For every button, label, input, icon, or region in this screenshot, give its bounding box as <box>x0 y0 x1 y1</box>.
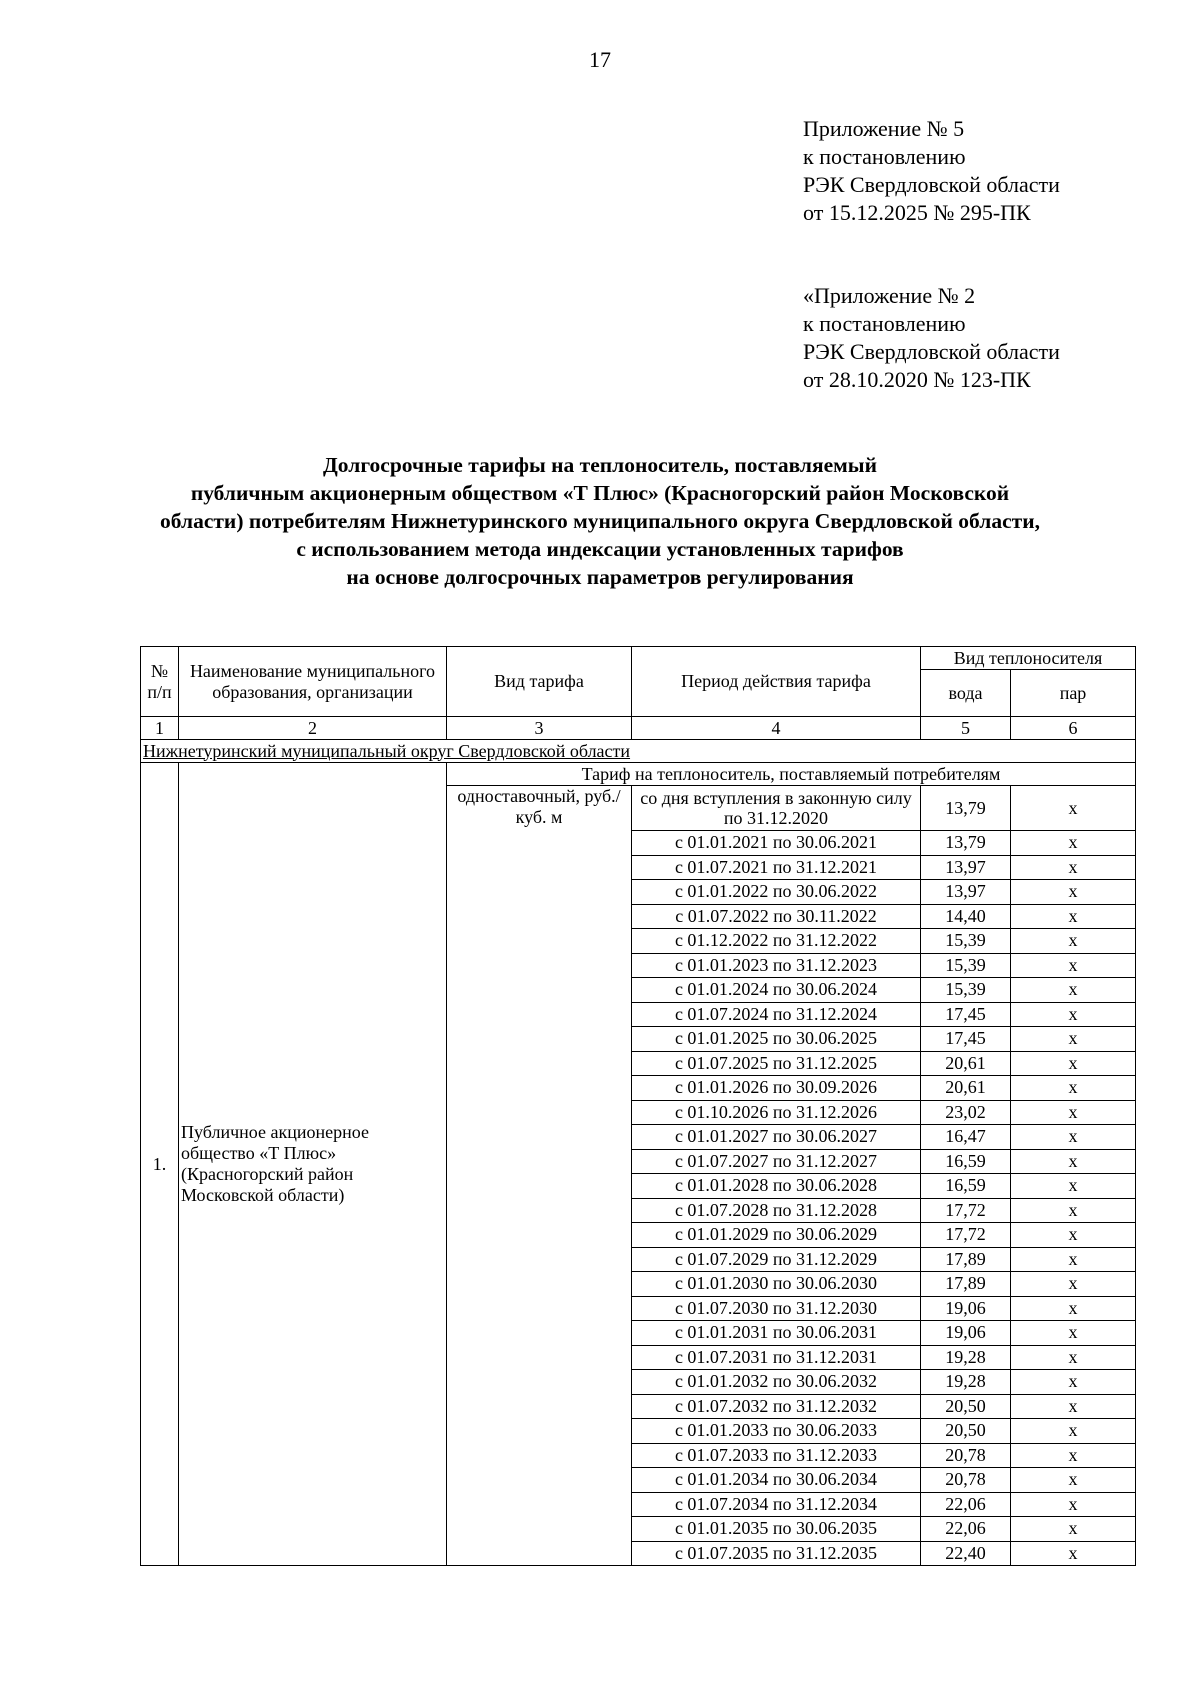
appendix-line: к постановлению <box>803 311 966 336</box>
water-tariff-cell: 13,97 <box>921 880 1011 905</box>
period-cell: с 01.10.2026 по 31.12.2026 <box>632 1100 921 1125</box>
steam-tariff-cell: х <box>1011 1492 1136 1517</box>
column-number: 2 <box>179 717 447 740</box>
water-tariff-cell: 20,50 <box>921 1394 1011 1419</box>
title-line: Долгосрочные тарифы на теплоноситель, поставляемый <box>323 453 877 477</box>
water-tariff-cell: 22,06 <box>921 1517 1011 1542</box>
period-cell: с 01.01.2026 по 30.09.2026 <box>632 1076 921 1101</box>
water-tariff-cell: 16,47 <box>921 1125 1011 1150</box>
water-tariff-cell: 17,72 <box>921 1198 1011 1223</box>
period-cell: с 01.01.2033 по 30.06.2033 <box>632 1419 921 1444</box>
steam-tariff-cell: х <box>1011 855 1136 880</box>
steam-tariff-cell: х <box>1011 1027 1136 1052</box>
water-tariff-cell: 19,28 <box>921 1370 1011 1395</box>
organization-name: Публичное акционерное общество «Т Плюс» (Красногорский район Московской области) <box>179 763 447 1566</box>
column-number: 4 <box>632 717 921 740</box>
water-tariff-cell: 20,78 <box>921 1443 1011 1468</box>
water-tariff-cell: 20,61 <box>921 1051 1011 1076</box>
period-cell: с 01.07.2021 по 31.12.2021 <box>632 855 921 880</box>
period-cell: с 01.01.2028 по 30.06.2028 <box>632 1174 921 1199</box>
title-line: области) потребителям Нижнетуринского муниципального округа Свердловской области, <box>160 509 1040 533</box>
header-steam: пар <box>1011 670 1136 717</box>
appendix-line: от 15.12.2025 № 295-ПК <box>803 200 1031 225</box>
water-tariff-cell: 13,79 <box>921 786 1011 831</box>
steam-tariff-cell: х <box>1011 1296 1136 1321</box>
period-cell: с 01.01.2034 по 30.06.2034 <box>632 1468 921 1493</box>
steam-tariff-cell: х <box>1011 904 1136 929</box>
water-tariff-cell: 13,79 <box>921 831 1011 856</box>
water-tariff-cell: 19,06 <box>921 1321 1011 1346</box>
period-cell: с 01.07.2029 по 31.12.2029 <box>632 1247 921 1272</box>
steam-tariff-cell: х <box>1011 978 1136 1003</box>
period-cell: с 01.01.2032 по 30.06.2032 <box>632 1370 921 1395</box>
tariff-kind: одноставочный, руб./куб. м <box>447 786 632 1566</box>
header-carrier: Вид теплоносителя <box>921 647 1136 670</box>
steam-tariff-cell: х <box>1011 1517 1136 1542</box>
steam-tariff-cell: х <box>1011 1174 1136 1199</box>
period-cell: с 01.07.2027 по 31.12.2027 <box>632 1149 921 1174</box>
title-line: публичным акционерным обществом «Т Плюс» (Красногорский район Московской <box>190 481 1010 505</box>
water-tariff-cell: 17,45 <box>921 1002 1011 1027</box>
steam-tariff-cell: х <box>1011 1370 1136 1395</box>
period-cell: с 01.07.2022 по 30.11.2022 <box>632 904 921 929</box>
period-cell: с 01.07.2033 по 31.12.2033 <box>632 1443 921 1468</box>
header-num: № п/п <box>141 647 179 717</box>
steam-tariff-cell: х <box>1011 1198 1136 1223</box>
header-tariff-type: Вид тарифа <box>447 647 632 717</box>
period-cell: с 01.07.2032 по 31.12.2032 <box>632 1394 921 1419</box>
appendix-reference <box>803 115 1060 227</box>
water-tariff-cell: 15,39 <box>921 978 1011 1003</box>
steam-tariff-cell: х <box>1011 880 1136 905</box>
water-tariff-cell: 19,06 <box>921 1296 1011 1321</box>
period-cell: с 01.01.2025 по 30.06.2025 <box>632 1027 921 1052</box>
water-tariff-cell: 14,40 <box>921 904 1011 929</box>
steam-tariff-cell: х <box>1011 1321 1136 1346</box>
appendix-line: от 28.10.2020 № 123-ПК <box>803 367 1031 392</box>
water-tariff-cell: 19,28 <box>921 1345 1011 1370</box>
water-tariff-cell: 23,02 <box>921 1100 1011 1125</box>
water-tariff-cell: 22,40 <box>921 1541 1011 1566</box>
period-cell: с 01.07.2034 по 31.12.2034 <box>632 1492 921 1517</box>
steam-tariff-cell: х <box>1011 1247 1136 1272</box>
region-name: Нижнетуринский муниципальный округ Свердловской области <box>141 740 1136 763</box>
period-cell: с 01.07.2025 по 31.12.2025 <box>632 1051 921 1076</box>
header-water: вода <box>921 670 1011 717</box>
period-cell: с 01.07.2024 по 31.12.2024 <box>632 1002 921 1027</box>
appendix-line: РЭК Свердловской области <box>803 172 1060 197</box>
page-number: 17 <box>589 47 611 72</box>
period-cell: с 01.07.2030 по 31.12.2030 <box>632 1296 921 1321</box>
region-row <box>141 740 1136 763</box>
steam-tariff-cell: х <box>1011 929 1136 954</box>
steam-tariff-cell: х <box>1011 1076 1136 1101</box>
water-tariff-cell: 20,78 <box>921 1468 1011 1493</box>
appendix-line: к постановлению <box>803 144 966 169</box>
period-cell: с 01.12.2022 по 31.12.2022 <box>632 929 921 954</box>
period-cell: с 01.01.2023 по 31.12.2023 <box>632 953 921 978</box>
period-cell: с 01.07.2035 по 31.12.2035 <box>632 1541 921 1566</box>
water-tariff-cell: 13,97 <box>921 855 1011 880</box>
water-tariff-cell: 17,89 <box>921 1272 1011 1297</box>
header-period: Период действия тарифа <box>632 647 921 717</box>
steam-tariff-cell: х <box>1011 1468 1136 1493</box>
steam-tariff-cell: х <box>1011 1100 1136 1125</box>
tariff-subheader: Тариф на теплоноситель, поставляемый потребителям <box>447 763 1136 786</box>
steam-tariff-cell: х <box>1011 786 1136 831</box>
period-cell: с 01.01.2027 по 30.06.2027 <box>632 1125 921 1150</box>
steam-tariff-cell: х <box>1011 1051 1136 1076</box>
original-appendix-reference <box>803 282 1060 394</box>
column-number: 6 <box>1011 717 1136 740</box>
water-tariff-cell: 15,39 <box>921 953 1011 978</box>
steam-tariff-cell: х <box>1011 1002 1136 1027</box>
water-tariff-cell: 16,59 <box>921 1174 1011 1199</box>
period-cell: с 01.07.2028 по 31.12.2028 <box>632 1198 921 1223</box>
column-numbers-row <box>141 717 1136 740</box>
period-cell: с 01.01.2022 по 30.06.2022 <box>632 880 921 905</box>
appendix-line: РЭК Свердловской области <box>803 339 1060 364</box>
water-tariff-cell: 17,89 <box>921 1247 1011 1272</box>
water-tariff-cell: 17,45 <box>921 1027 1011 1052</box>
document-title <box>100 451 1100 591</box>
steam-tariff-cell: х <box>1011 831 1136 856</box>
steam-tariff-cell: х <box>1011 953 1136 978</box>
period-cell: с 01.01.2021 по 30.06.2021 <box>632 831 921 856</box>
appendix-line: Приложение № 5 <box>803 116 965 141</box>
period-cell: со дня вступления в законную силу по 31.12.2020 <box>632 786 921 831</box>
water-tariff-cell: 16,59 <box>921 1149 1011 1174</box>
steam-tariff-cell: х <box>1011 1345 1136 1370</box>
steam-tariff-cell: х <box>1011 1394 1136 1419</box>
period-cell: с 01.01.2024 по 30.06.2024 <box>632 978 921 1003</box>
column-number: 5 <box>921 717 1011 740</box>
appendix-line: «Приложение № 2 <box>803 283 976 308</box>
header-name: Наименование муниципального образования, организации <box>179 647 447 717</box>
table-row <box>141 763 1136 786</box>
period-cell: с 01.01.2030 по 30.06.2030 <box>632 1272 921 1297</box>
period-cell: с 01.07.2031 по 31.12.2031 <box>632 1345 921 1370</box>
water-tariff-cell: 20,50 <box>921 1419 1011 1444</box>
steam-tariff-cell: х <box>1011 1223 1136 1248</box>
period-cell: с 01.01.2035 по 30.06.2035 <box>632 1517 921 1542</box>
period-cell: с 01.01.2031 по 30.06.2031 <box>632 1321 921 1346</box>
steam-tariff-cell: х <box>1011 1419 1136 1444</box>
steam-tariff-cell: х <box>1011 1125 1136 1150</box>
steam-tariff-cell: х <box>1011 1541 1136 1566</box>
item-number: 1. <box>141 763 179 1566</box>
water-tariff-cell: 20,61 <box>921 1076 1011 1101</box>
column-number: 1 <box>141 717 179 740</box>
column-number: 3 <box>447 717 632 740</box>
water-tariff-cell: 22,06 <box>921 1492 1011 1517</box>
title-line: с использованием метода индексации установленных тарифов <box>296 537 904 561</box>
water-tariff-cell: 17,72 <box>921 1223 1011 1248</box>
tariff-table <box>140 646 1136 1566</box>
steam-tariff-cell: х <box>1011 1149 1136 1174</box>
water-tariff-cell: 15,39 <box>921 929 1011 954</box>
title-line: на основе долгосрочных параметров регулирования <box>346 565 854 589</box>
steam-tariff-cell: х <box>1011 1272 1136 1297</box>
steam-tariff-cell: х <box>1011 1443 1136 1468</box>
period-cell: с 01.01.2029 по 30.06.2029 <box>632 1223 921 1248</box>
